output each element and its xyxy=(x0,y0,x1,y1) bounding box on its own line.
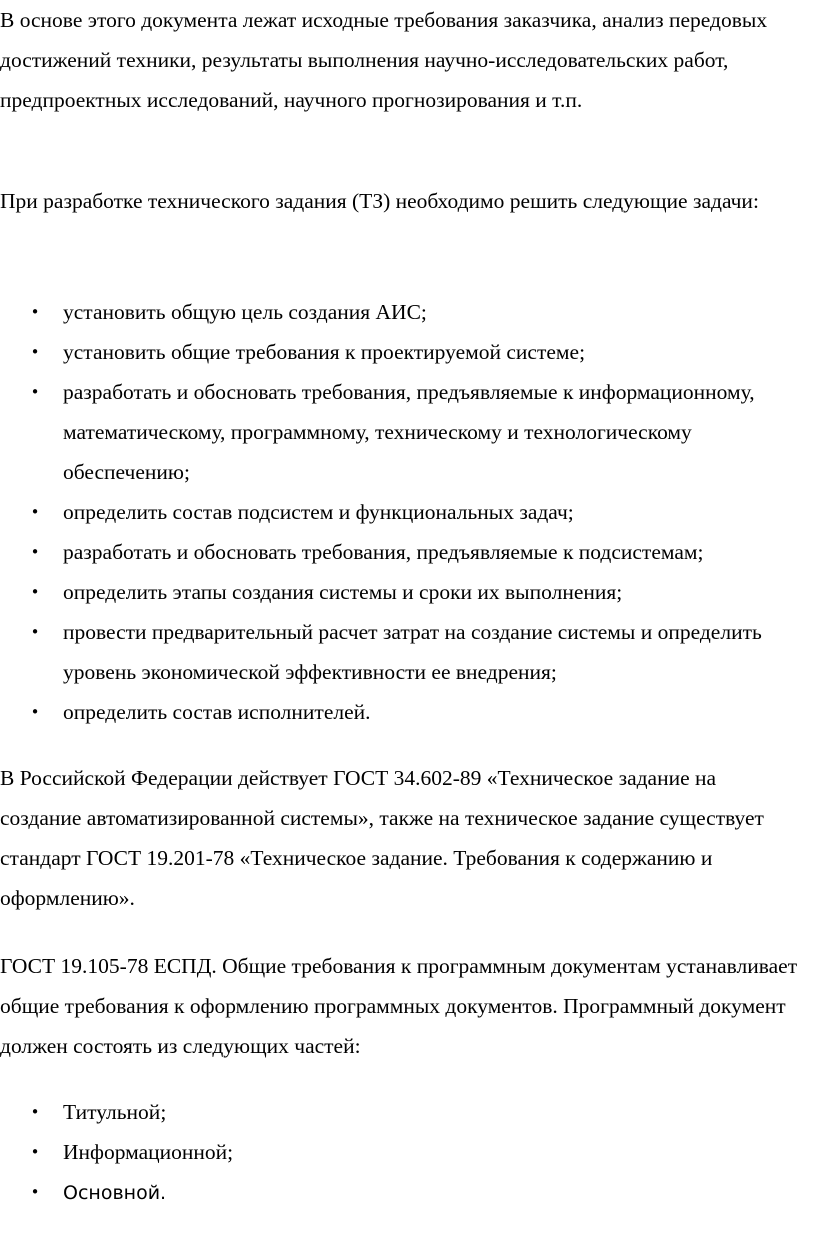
list-item xyxy=(0,692,800,732)
bullet-icon: • xyxy=(30,543,40,561)
list-item xyxy=(0,1092,800,1132)
list-item-text: разработать и обосновать требования, предъявляемые к информационному, математическому, программному, техническому и технологическому обеспечению; xyxy=(63,380,755,484)
list-item xyxy=(0,292,800,332)
list-item-text: установить общую цель создания АИС; xyxy=(63,300,427,324)
bullet-icon: • xyxy=(30,623,40,641)
bullet-icon: • xyxy=(30,703,40,721)
paragraph-gost-espd: ГОСТ 19.105-78 ЕСПД. Общие требования к программным документам устанавливает общие требования к оформлению программных документов. Программный документ должен состоять из следующих частей: xyxy=(0,954,798,1058)
list-item-text: определить состав исполнителей. xyxy=(63,700,371,724)
bullet-icon: • xyxy=(30,1143,40,1161)
list-item xyxy=(0,1132,800,1172)
list-item-text: Титульной; xyxy=(63,1100,167,1124)
list-item xyxy=(0,372,800,492)
paragraph-intro: В основе этого документа лежат исходные требования заказчика, анализ передовых достижений техники, результаты выполнения научно-исследовательских работ, предпроектных исследований, научного прогнозирования и т.п. xyxy=(0,8,768,112)
list-item xyxy=(0,532,800,572)
paragraph-tasks-intro: При разработке технического задания (ТЗ) необходимо решить следующие задачи: xyxy=(0,189,759,213)
bullet-icon: • xyxy=(30,383,40,401)
list-item-text: определить состав подсистем и функциональных задач; xyxy=(63,500,574,524)
document-parts-list xyxy=(0,1092,800,1213)
bullet-icon: • xyxy=(30,1103,40,1121)
list-item-text: Информационной; xyxy=(63,1140,234,1164)
bullet-icon: • xyxy=(30,303,40,321)
tasks-list xyxy=(0,292,800,732)
list-item xyxy=(0,572,800,612)
bullet-icon: • xyxy=(30,583,40,601)
list-item xyxy=(0,612,800,692)
list-item xyxy=(0,332,800,372)
bullet-icon: • xyxy=(30,343,40,361)
bullet-icon: • xyxy=(30,503,40,521)
list-item-text: определить этапы создания системы и сроки их выполнения; xyxy=(63,580,623,604)
bullet-icon: • xyxy=(30,1183,40,1201)
paragraph-gost-tz: В Российской Федерации действует ГОСТ 34.602-89 «Техническое задание на создание автоматизированной системы», также на техническое задание существует стандарт ГОСТ 19.201-78 «Техническое задание. Требования к содержанию и оформлению». xyxy=(0,766,764,910)
list-item xyxy=(0,1172,800,1213)
list-item-text: провести предварительный расчет затрат на создание системы и определить уровень экономической эффективности ее внедрения; xyxy=(63,620,762,684)
list-item-text: Основной. xyxy=(63,1182,167,1204)
list-item-text: разработать и обосновать требования, предъявляемые к подсистемам; xyxy=(63,540,704,564)
list-item-text: установить общие требования к проектируемой системе; xyxy=(63,340,586,364)
list-item xyxy=(0,492,800,532)
